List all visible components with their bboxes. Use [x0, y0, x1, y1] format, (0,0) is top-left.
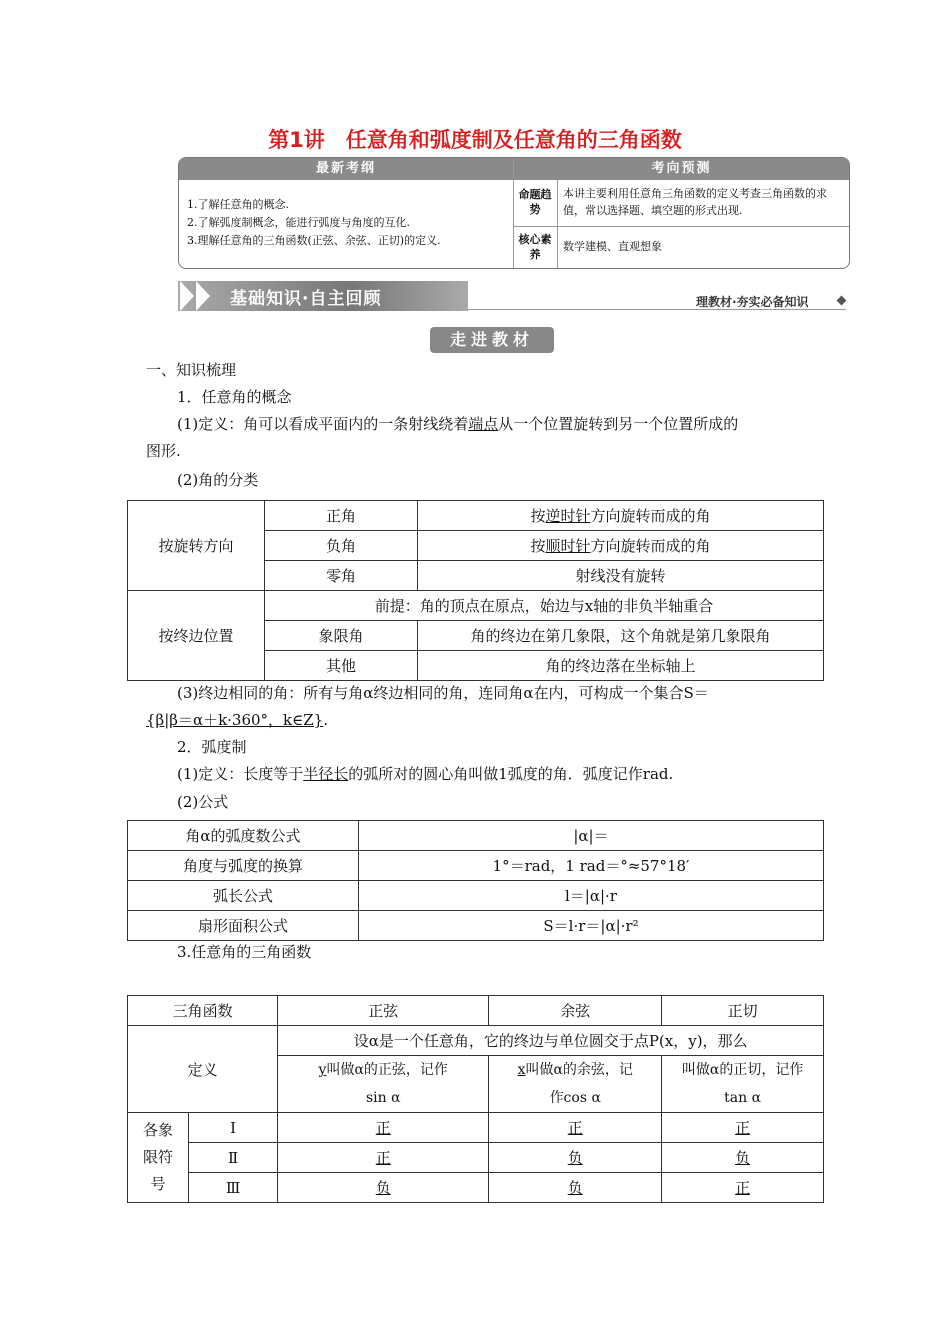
outline-item: 3.理解任意角的三角函数(正弦、余弦、正切)的定义. [187, 234, 441, 247]
literacy-text: 数学建模、直观想象 [563, 240, 662, 253]
cell: 叫做α的正切，记作 tan α [662, 1056, 824, 1113]
cell: 射线没有旋转 [418, 561, 824, 591]
definition-line: (1)定义：角可以看成平面内的一条射线绕着端点从一个位置旋转到另一个位置所成的 [177, 415, 739, 433]
cell: 定义 [128, 1026, 278, 1113]
trend-label: 命题趋势 [518, 188, 552, 216]
heading-knowledge: 一、知识梳理 [146, 361, 237, 379]
outline-box [178, 157, 850, 269]
cell: 正角 [265, 501, 418, 531]
diamond-icon [837, 296, 847, 306]
cell: Ⅱ [189, 1143, 278, 1173]
cell: 正切 [662, 996, 824, 1026]
cell: 角度与弧度的换算 [128, 851, 359, 881]
banner-note: 理教材·夯实必备知识 [696, 295, 809, 309]
page-title: 第1讲 任意角和弧度制及任意角的三角函数 [268, 128, 682, 152]
heading-any-angle: 1．任意角的概念 [177, 388, 292, 406]
cell: Ⅲ [189, 1173, 278, 1203]
cell: 扇形面积公式 [128, 911, 359, 941]
group-rotation: 按旋转方向 [128, 501, 265, 591]
cell: 正 [278, 1143, 489, 1173]
outline-item: 2.了解弧度制概念，能进行弧度与角度的互化. [187, 216, 410, 229]
cell: Ⅰ [189, 1113, 278, 1143]
banner-text: 基础知识·自主回顾 [230, 289, 382, 309]
cell: 弧长公式 [128, 881, 359, 911]
cell: l＝|α|·r [359, 881, 824, 911]
heading-trig: 3.任意角的三角函数 [177, 943, 312, 961]
radian-definition: (1)定义：长度等于半径长的弧所对的圆心角叫做1弧度的角．弧度记作rad. [177, 765, 674, 783]
cell: 负 [489, 1173, 662, 1203]
cell: |α|＝ [359, 821, 824, 851]
literacy-label: 核心素养 [518, 233, 552, 261]
cell: 正弦 [278, 996, 489, 1026]
cell: 正 [278, 1113, 489, 1143]
cell: 正 [662, 1113, 824, 1143]
cell: 零角 [265, 561, 418, 591]
cell: 正 [662, 1173, 824, 1203]
cell: 角的终边在第几象限，这个角就是第几象限角 [418, 621, 824, 651]
coterminal-set: {β|β＝α＋k·360°，k∈Z}. [146, 711, 328, 729]
cell: 其他 [265, 651, 418, 681]
group-terminal: 按终边位置 [128, 591, 265, 681]
cell: 负 [662, 1143, 824, 1173]
coterminal-line: (3)终边相同的角：所有与角α终边相同的角，连同角α在内，可构成一个集合S＝ [177, 684, 709, 702]
cell: 前提：角的顶点在原点，始边与x轴的非负半轴重合 [265, 591, 824, 621]
heading-radian: 2．弧度制 [177, 738, 247, 756]
cell: x叫做α的余弦，记 作cos α [489, 1056, 662, 1113]
cell: y叫做α的正弦，记作 sin α [278, 1056, 489, 1113]
definition-cont: 图形. [146, 442, 181, 460]
cell: 负 [489, 1143, 662, 1173]
cell: 象限角 [265, 621, 418, 651]
cell: 1°＝rad，1 rad＝°≈57°18′ [359, 851, 824, 881]
cell: 各象 限符 号 [128, 1113, 189, 1203]
cell: 设α是一个任意角，它的终边与单位圆交于点P(x，y)，那么 [278, 1026, 824, 1056]
radian-formula-table [127, 820, 824, 941]
cell: 按顺时针方向旋转而成的角 [418, 531, 824, 561]
cell: 负 [278, 1173, 489, 1203]
trend-text: 本讲主要利用任意角三角函数的定义考查三角函数的求值，常以选择题、填空题的形式出现. [563, 187, 827, 217]
cell: S＝l·r＝|α|·r² [359, 911, 824, 941]
cell: 角α的弧度数公式 [128, 821, 359, 851]
angle-classification-table [127, 500, 824, 681]
classification-heading: (2)角的分类 [177, 471, 259, 489]
trig-function-table [127, 995, 824, 1203]
outline-item: 1.了解任意角的概念. [187, 198, 289, 211]
outline-left-header: 最新考纲 [179, 158, 513, 180]
cell: 角的终边落在坐标轴上 [418, 651, 824, 681]
cell: 正 [489, 1113, 662, 1143]
cell: 按逆时针方向旋转而成的角 [418, 501, 824, 531]
cell: 负角 [265, 531, 418, 561]
cell: 余弦 [489, 996, 662, 1026]
sub-banner: 走进教材 [430, 327, 554, 353]
formula-heading: (2)公式 [177, 793, 229, 811]
cell: 三角函数 [128, 996, 278, 1026]
outline-right-header: 考向预测 [514, 158, 849, 180]
section-banner [178, 281, 468, 311]
